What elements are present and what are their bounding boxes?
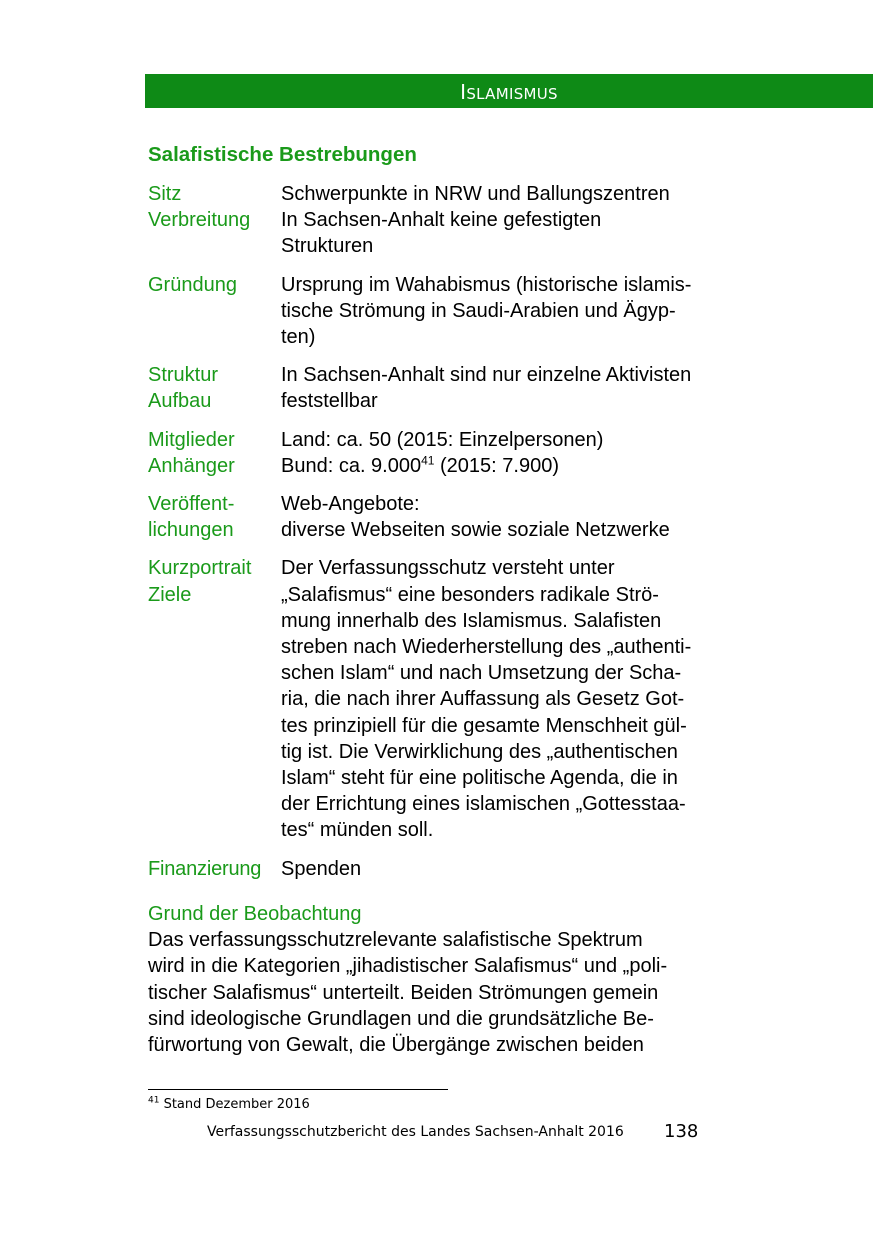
row-value xyxy=(281,272,761,351)
label-line: Verbreitung xyxy=(148,209,251,232)
value-line: feststellbar xyxy=(281,390,378,413)
value-line: diverse Webseiten sowie soziale Netzwerke xyxy=(281,519,670,542)
row-label xyxy=(148,491,281,543)
value-line: streben nach Wiederherstellung des „authenti- xyxy=(281,636,692,659)
value-line: Ursprung im Wahabismus (historische islamis- xyxy=(281,273,692,296)
chapter-header-rest: SLAMISMUS xyxy=(466,85,558,103)
row-label xyxy=(148,181,281,260)
row-value xyxy=(281,555,761,843)
grund-text xyxy=(148,927,748,1058)
page-number: 138 xyxy=(664,1121,699,1142)
row-value xyxy=(281,181,761,260)
value-line: ten) xyxy=(281,326,316,349)
value-line: Schwerpunkte in NRW und Ballungszentren xyxy=(281,183,670,205)
footer-title: Verfassungsschutzbericht des Landes Sachsen-Anhalt 2016 xyxy=(207,1124,624,1140)
row-label xyxy=(148,427,281,479)
label-line: Kurzportrait xyxy=(148,557,252,580)
grund-line: tischer Salafismus“ unterteilt. Beiden Strömungen gemein xyxy=(148,981,659,1004)
grund-line: sind ideologische Grundlagen und die grundsätzliche Be- xyxy=(148,1007,654,1030)
row-veroeffentlichungen xyxy=(148,491,768,543)
value-line: Spenden xyxy=(281,857,362,880)
footnote xyxy=(148,1097,310,1112)
row-label xyxy=(148,272,281,351)
label-line: Sitz xyxy=(148,183,182,205)
grund-line: fürwortung von Gewalt, die Übergänge zwischen beiden xyxy=(148,1034,644,1057)
label-line: Struktur xyxy=(148,364,219,387)
grund-der-beobachtung xyxy=(148,901,748,1058)
label-line: Veröffent- xyxy=(148,493,235,516)
bund-suffix: (2015: 7.900) xyxy=(434,454,559,477)
value-line: ria, die nach ihrer Auffassung als Gesetz Got- xyxy=(281,688,685,711)
row-value xyxy=(281,427,761,479)
value-line: Der Verfassungsschutz versteht unter xyxy=(281,557,615,580)
value-line: mung innerhalb des Islamismus. Salafisten xyxy=(281,609,662,632)
value-line: der Errichtung eines islamischen „Gottesstaa- xyxy=(281,793,686,816)
footnote-text: Stand Dezember 2016 xyxy=(159,1097,310,1112)
footnote-divider xyxy=(148,1089,448,1090)
label-line: Finanzierung xyxy=(148,857,262,880)
value-line: Web-Angebote: xyxy=(281,493,420,516)
value-line: tes“ münden soll. xyxy=(281,819,434,842)
label-line: Mitglieder xyxy=(148,428,235,451)
row-sitz xyxy=(148,181,768,260)
label-line: Anhänger xyxy=(148,454,235,477)
info-table xyxy=(148,181,768,894)
row-value xyxy=(281,856,761,882)
label-line: Gründung xyxy=(148,273,237,296)
bund-prefix: Bund: ca. 9.000 xyxy=(281,454,422,477)
row-value xyxy=(281,362,761,414)
value-line: Strukturen xyxy=(281,235,374,258)
value-line: In Sachsen-Anhalt sind nur einzelne Aktivisten xyxy=(281,364,692,387)
value-line: „Salafismus“ eine besonders radikale Strö- xyxy=(281,583,659,606)
label-line: Aufbau xyxy=(148,390,212,413)
row-label xyxy=(148,362,281,414)
chapter-header xyxy=(145,74,873,108)
row-label xyxy=(148,555,281,843)
label-line: lichungen xyxy=(148,519,234,542)
footnote-number: 41 xyxy=(148,1095,160,1106)
value-line: tig ist. Die Verwirklichung des „authentischen xyxy=(281,740,678,763)
row-finanzierung xyxy=(148,856,768,882)
label-line: Ziele xyxy=(148,583,192,606)
value-line: tes prinzipiell für die gesamte Menschheit gül- xyxy=(281,714,687,737)
value-line-bund xyxy=(281,453,761,479)
row-value xyxy=(281,491,761,543)
row-struktur xyxy=(148,362,768,414)
grund-heading: Grund der Beobachtung xyxy=(148,903,362,925)
footnote-ref: 41 xyxy=(421,453,435,468)
value-line: Land: ca. 50 (2015: Einzelpersonen) xyxy=(281,428,604,451)
row-label xyxy=(148,856,281,882)
chapter-header-initial: I xyxy=(460,80,467,104)
grund-line: wird in die Kategorien „jihadistischer Salafismus“ und „poli- xyxy=(148,955,668,978)
value-line: tische Strömung in Saudi-Arabien und Ägyp- xyxy=(281,299,676,322)
value-line: Islam“ steht für eine politische Agenda, die in xyxy=(281,767,678,790)
row-kurzportrait xyxy=(148,555,768,843)
row-gruendung xyxy=(148,272,768,351)
section-title: Salafistische Bestrebungen xyxy=(148,143,417,166)
row-mitglieder xyxy=(148,427,768,479)
value-line: schen Islam“ und nach Umsetzung der Scha- xyxy=(281,662,682,685)
grund-line: Das verfassungsschutzrelevante salafistische Spektrum xyxy=(148,929,643,952)
value-line: In Sachsen-Anhalt keine gefestigten xyxy=(281,209,602,232)
